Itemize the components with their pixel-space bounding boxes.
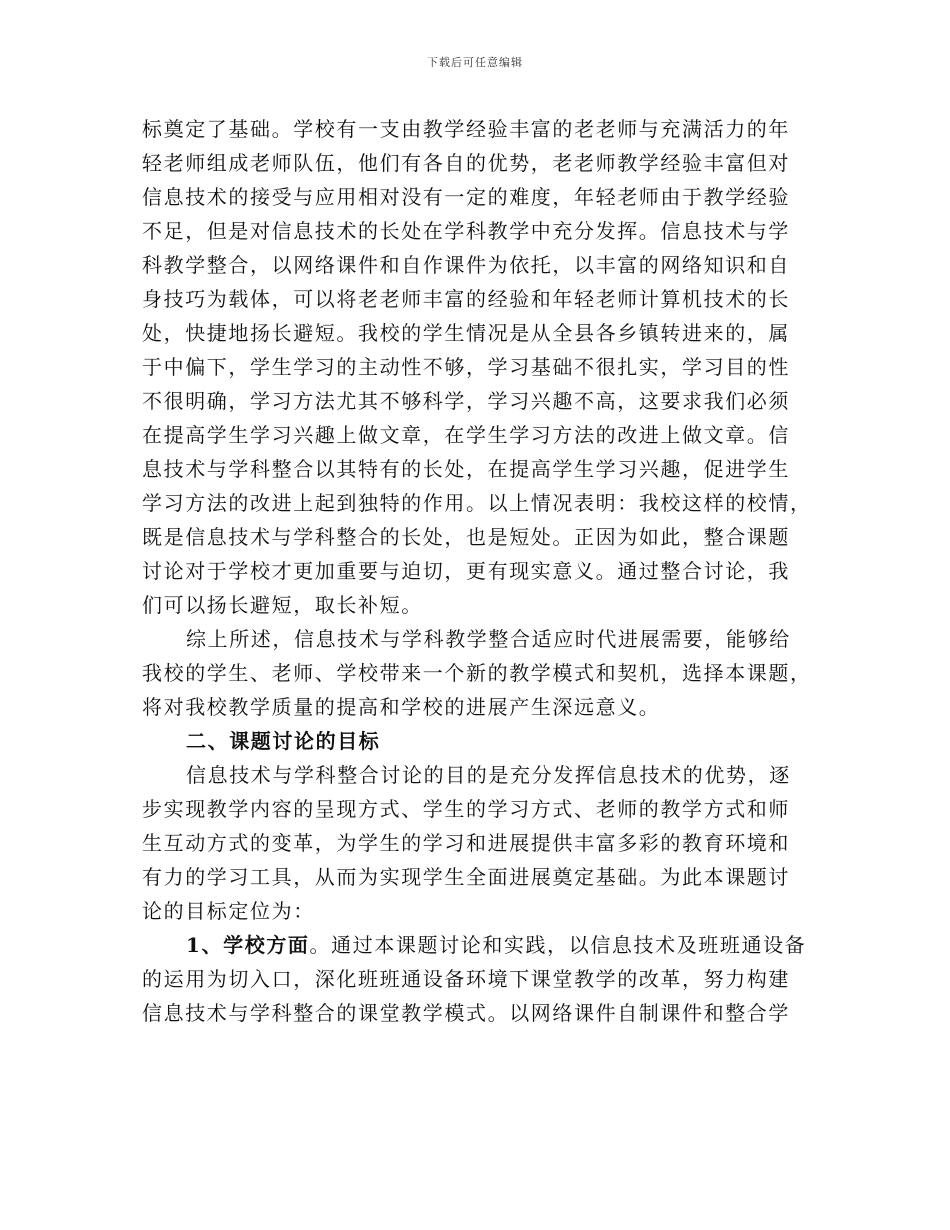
section-heading: 二、课题讨论的目标 (186, 729, 381, 753)
text-span: 。通过本课题讨论和实践，以信息技术及班班通设备 (309, 933, 807, 957)
text-line: 综上所述，信息技术与学科教学整合适应时代进展需要，能够给 (186, 627, 791, 651)
bold-lead: 1、学校方面 (186, 933, 310, 957)
text-line: 既是信息技术与学科整合的长处，也是短处。正因为如此，整合课题 (142, 525, 790, 549)
text-line: 身技巧为载体，可以将老老师丰富的经验和年轻老师计算机技术的长 (142, 287, 790, 311)
text-line: 处，快捷地扬长避短。我校的学生情况是从全县各乡镇转进来的，属 (142, 321, 790, 345)
text-line: 在提高学生学习兴趣上做文章，在学生学习方法的改进上做文章。信 (142, 423, 790, 447)
page-header: 下载后可任意编辑 (427, 56, 523, 69)
text-line: 学习方法的改进上起到独特的作用。以上情况表明：我校这样的校情， (142, 491, 812, 515)
text-line: 生互动方式的变革，为学生的学习和进展提供丰富多彩的教育环境和 (142, 831, 790, 855)
text-line (142, 928, 828, 962)
text-line: 轻老师组成老师队伍，他们有各自的优势，老老师教学经验丰富但对 (142, 151, 790, 175)
text-line: 步实现教学内容的呈现方式、学生的学习方式、老师的教学方式和师 (142, 797, 790, 821)
text-line: 信息技术与学科整合的课堂教学模式。以网络课件自制课件和整合学 (142, 1001, 790, 1025)
text-line: 讨论对于学校才更加重要与迫切，更有现实意义。通过整合讨论，我 (142, 559, 790, 583)
paragraph-goals (142, 758, 828, 928)
text-line: 息技术与学科整合以其特有的长处，在提高学生学习兴趣，促进学生 (142, 457, 790, 481)
text-line: 论的目标定位为： (142, 899, 315, 923)
text-line: 将对我校教学质量的提高和学校的进展产生深远意义。 (142, 695, 661, 719)
text-line: 信息技术与学科整合讨论的目的是充分发挥信息技术的优势，逐 (186, 763, 791, 787)
text-line: 于中偏下，学生学习的主动性不够，学习基础不很扎实，学习目的性 (142, 355, 790, 379)
text-line: 标奠定了基础。学校有一支由教学经验丰富的老老师与充满活力的年 (142, 117, 790, 141)
text-line: 们可以扬长避短，取长补短。 (142, 593, 423, 617)
paragraph-summary (142, 622, 828, 724)
paragraph-school-aspect (142, 928, 828, 1030)
text-line: 的运用为切入口，深化班班通设备环境下课堂教学的改革，努力构建 (142, 967, 790, 991)
text-line: 科教学整合，以网络课件和自作课件为依托，以丰富的网络知识和自 (142, 253, 790, 277)
text-line: 信息技术的接受与应用相对没有一定的难度，年轻老师由于教学经验 (142, 185, 790, 209)
document-body (142, 112, 828, 1030)
text-line: 我校的学生、老师、学校带来一个新的教学模式和契机，选择本课题， (142, 661, 812, 685)
text-line: 有力的学习工具，从而为实现学生全面进展奠定基础。为此本课题讨 (142, 865, 790, 889)
paragraph-background (142, 112, 828, 622)
text-line: 不很明确，学习方法尤其不够科学，学习兴趣不高，这要求我们必须 (142, 389, 790, 413)
text-line: 不足，但是对信息技术的长处在学科教学中充分发挥。信息技术与学 (142, 219, 790, 243)
